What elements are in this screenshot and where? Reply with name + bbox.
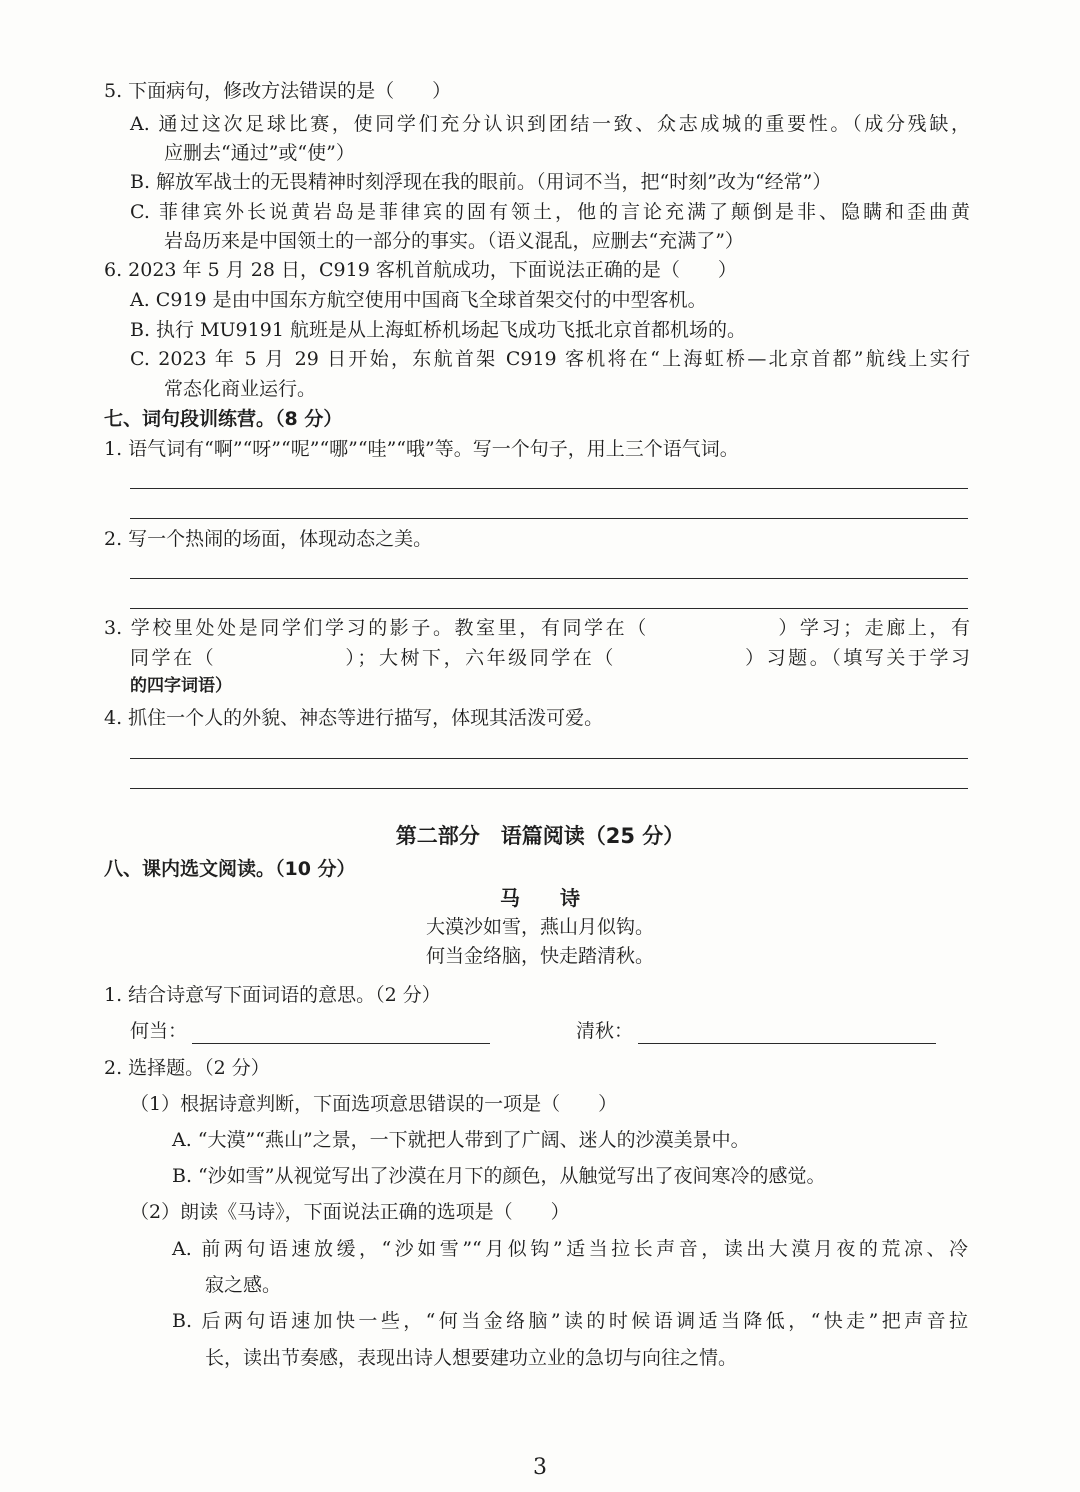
part-2-title: 第二部分 语篇阅读（25 分） (395, 824, 685, 848)
q6-option-c: C. 2023 年 5 月 29 日开始，东航首架 C919 客机将在“上海虹桥—北京首都”航线上实行 (130, 348, 970, 370)
sec8-q2-2-option-a-cont: 寂之感。 (205, 1274, 282, 1296)
sec7-q1: 1. 语气词有“啊”“呀”“呢”“哪”“哇”“哦”等。写一个句子，用上三个语气词。 (104, 438, 739, 460)
sec7-q3: 3. 学校里处处是同学们学习的影子。教室里，有同学在（ ）学习；走廊上，有 (104, 617, 970, 639)
sec8-q2-2-option-b: B. 后两句语速加快一些，“何当金络脑”读的时候语调适当降低，“快走”把声音拉 (172, 1310, 968, 1332)
answer-line (130, 758, 968, 759)
q5-option-c-cont: 岩岛历来是中国领土的一部分的事实。（语义混乱，应删去“充满了”） (164, 230, 744, 252)
sec8-q2-1: （1）根据诗意判断，下面选项意思错误的一项是（ ） (130, 1093, 618, 1115)
q5-stem: 5. 下面病句，修改方法错误的是（ ） (104, 80, 452, 102)
answer-line (130, 488, 968, 489)
q5-option-b: B. 解放军战士的无畏精神时刻浮现在我的眼前。（用词不当，把“时刻”改为“经常”） (130, 171, 832, 193)
answer-line-hedang[interactable] (192, 1043, 490, 1044)
label-hedang: 何当： (130, 1020, 188, 1042)
page-number: 3 (533, 1455, 547, 1480)
sec7-q4: 4. 抓住一个人的外貌、神态等进行描写，体现其活泼可爱。 (104, 707, 604, 729)
q6-option-b: B. 执行 MU9191 航班是从上海虹桥机场起飞成功飞抵北京首都机场的。 (130, 319, 746, 341)
answer-line (130, 578, 968, 579)
q6-option-c-cont: 常态化商业运行。 (164, 378, 317, 400)
poem-line-1: 大漠沙如雪，燕山月似钩。 (425, 916, 654, 938)
q5-option-a-cont: 应删去“通过”或“使”） (164, 142, 355, 164)
q6-option-a: A. C919 是由中国东方航空使用中国商飞全球首架交付的中型客机。 (130, 289, 707, 311)
sec8-q2-2-option-b-cont: 长，读出节奏感，表现出诗人想要建功立业的急切与向往之情。 (205, 1347, 738, 1369)
sec8-q2-1-option-a: A. “大漠”“燕山”之景，一下就把人带到了广阔、迷人的沙漠美景中。 (172, 1129, 750, 1151)
sec7-q3-cont: 同学在（ ）；大树下，六年级同学在（ ）习题。（填写关于学习 (130, 647, 970, 669)
q5-option-a: A. 通过这次足球比赛，使同学们充分认识到团结一致、众志成城的重要性。（成分残缺， (130, 113, 970, 135)
answer-line-qingqiu[interactable] (638, 1043, 936, 1044)
sec7-q2: 2. 写一个热闹的场面，体现动态之美。 (104, 528, 433, 550)
poem-title: 马 诗 (500, 886, 580, 910)
sec8-q2-1-option-b: B. “沙如雪”从视觉写出了沙漠在月下的颜色，从触觉写出了夜间寒冷的感觉。 (172, 1165, 826, 1187)
section-7-title: 七、词句段训练营。（8 分） (104, 408, 343, 430)
answer-line (130, 788, 968, 789)
q5-option-c: C. 菲律宾外长说黄岩岛是菲律宾的固有领土，他的言论充满了颠倒是非、隐瞒和歪曲黄 (130, 201, 970, 223)
poem-line-2: 何当金络脑，快走踏清秋。 (425, 945, 654, 967)
sec8-q2-2-option-a: A. 前两句语速放缓，“沙如雪”“月似钩”适当拉长声音，读出大漠月夜的荒凉、冷 (172, 1238, 968, 1260)
answer-line (130, 608, 968, 609)
sec8-q2-2: （2）朗读《马诗》，下面说法正确的选项是（ ） (130, 1201, 570, 1223)
sec8-q2: 2. 选择题。（2 分） (104, 1057, 270, 1079)
sec8-q1: 1. 结合诗意写下面词语的意思。（2 分） (104, 984, 441, 1006)
section-8-title: 八、课内选文阅读。（10 分） (104, 858, 356, 880)
answer-line (130, 518, 968, 519)
sec7-q3-cont2: 的四字词语） (130, 676, 232, 696)
q6-stem: 6. 2023 年 5 月 28 日，C919 客机首航成功，下面说法正确的是（ ） (104, 259, 737, 281)
label-qingqiu: 清秋： (576, 1020, 634, 1042)
